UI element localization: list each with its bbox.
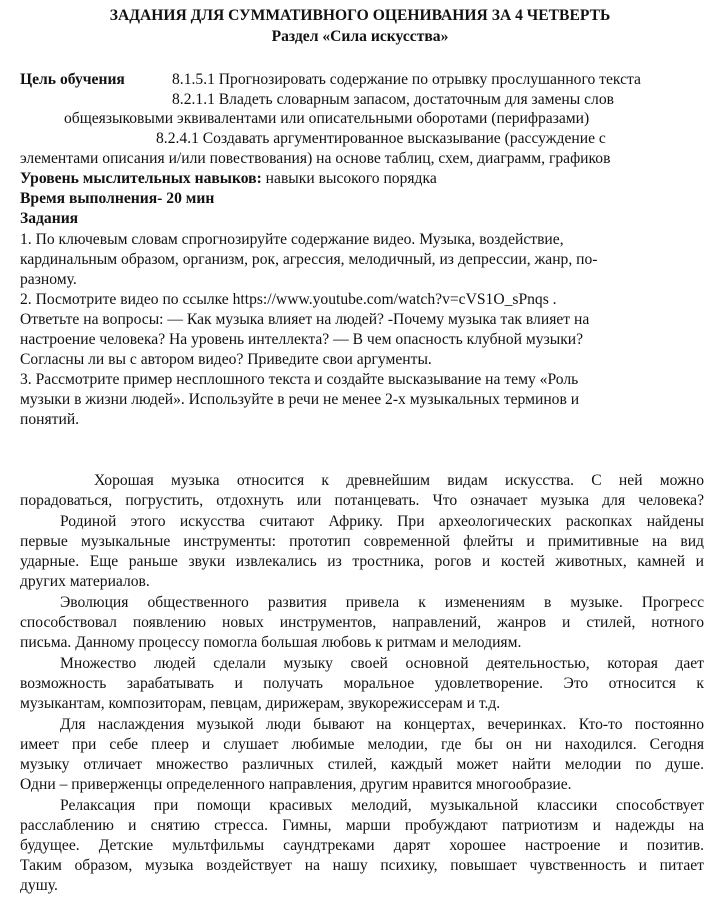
time-limit: Время выполнения- 20 мин	[20, 190, 215, 207]
task-line: 3. Рассмотрите пример несплошного текста и создайте высказывание на тему «Роль	[20, 371, 579, 388]
text-line: Хорошая музыка относится к древнейшим видам искусства. С ней можно	[94, 472, 704, 489]
task-line-link: 2. Посмотрите видео по ссылке https://www.youtube.com/watch?v=cVS1O_sPnqs .	[20, 291, 557, 308]
text-line: музыку отличает множество различных стилей, каждый может найти мелодии по душе.	[20, 756, 704, 773]
goal-2-line-2: общеязыковыми эквивалентами или описательными оборотами (перифразами)	[64, 110, 590, 127]
text-line: Одни – приверженцы определенного направления, другим нравится многообразие.	[20, 776, 572, 793]
goal-3-line-2: элементами описания и/или повествования) на основе таблиц, схем, диаграмм, графиков	[20, 150, 611, 167]
thinking-level-value: навыки высокого порядка	[261, 170, 437, 187]
thinking-level	[20, 169, 437, 190]
section-title: Раздел «Сила искусства»	[271, 28, 449, 45]
text-line: будущее. Детские мультфильмы саундтреками дарят хорошее настроение и позитив.	[20, 837, 704, 854]
goal-2-line-1: 8.2.1.1 Владеть словарным запасом, достаточным для замены слов	[172, 91, 614, 108]
text-line: Таким образом, музыка воздействует на нашу психику, повышает чувственность и питает	[20, 857, 704, 874]
text-line: Родиной этого искусства считают Африку. При археологических раскопках найдены	[60, 513, 704, 530]
task-line: Согласны ли вы с автором видео? Приведите свои аргументы.	[20, 351, 432, 368]
goals-label: Цель обучения	[20, 71, 125, 88]
task-line: понятий.	[20, 411, 80, 428]
text-line: душу.	[20, 877, 58, 894]
task-line: музыки в жизни людей». Используйте в речи не менее 2-х музыкальных терминов и	[20, 391, 580, 408]
text-line: Множество людей сделали музыку своей основной деятельностью, которая дает	[60, 655, 704, 672]
text-line: первые музыкальные инструменты: прототип современной флейты и примитивные на вид	[20, 533, 704, 550]
text-line: Эволюция общественного развития привела к изменениям в музыке. Прогресс	[60, 594, 704, 611]
text-line: порадоваться, погрустить, отдохнуть или потанцевать. Что означает музыка для человека?	[20, 492, 704, 509]
task-line: Ответьте на вопросы: — Как музыка влияет на людей? -Почему музыка так влияет на	[20, 311, 590, 328]
text-line: Релаксация при помощи красивых мелодий, музыкальной классики способствует	[60, 797, 704, 814]
text-line: других материалов.	[20, 573, 150, 590]
tasks-heading: Задания	[20, 210, 79, 227]
text-line: ударные. Еще раньше звуки извлекались из тростника, рогов и костей животных, камней и	[20, 553, 704, 570]
text-line: Для наслаждения музыкой люди бывают на концертах, вечеринках. Кто-то постоянно	[60, 716, 704, 733]
goal-1: 8.1.5.1 Прогнозировать содержание по отрывку прослушанного текста	[172, 71, 641, 88]
text-line: письма. Данному процессу помогла большая любовь к ритмам и мелодиям.	[20, 634, 522, 651]
text-line: способствовал появлению новых инструментов, направлений, жанров и стилей, нотного	[20, 614, 704, 631]
task-line: 1. По ключевым словам спрогнозируйте содержание видео. Музыка, воздействие,	[20, 231, 564, 248]
thinking-level-label: Уровень мыслительных навыков:	[20, 170, 262, 187]
goal-3-line-1: 8.2.4.1 Создавать аргументированное высказывание (рассуждение с	[156, 130, 606, 147]
text-line: возможность зарабатывать и получать моральное удовлетворение. Это относится к	[20, 675, 704, 692]
task-line: кардинальным образом, организм, рок, агрессия, мелодичный, из депрессии, жанр, по-	[20, 251, 598, 268]
document-title: ЗАДАНИЯ ДЛЯ СУММАТИВНОГО ОЦЕНИВАНИЯ ЗА 4 ЧЕТВЕРТЬ	[109, 7, 611, 24]
text-line: имеет при себе плеер и слушает любимые мелодии, где бы он ни находился. Сегодня	[20, 736, 704, 753]
text-line: музыкантам, композиторам, певцам, дирижерам, звукорежиссерам и т.д.	[20, 695, 501, 712]
task-line: разному.	[20, 271, 77, 288]
text-line: расслаблению и снятию стресса. Гимны, марши пробуждают патриотизм и надежды на	[20, 817, 704, 834]
task-line: настроение человека? На уровень интеллекта? — В чем опасность клубной музыки?	[20, 331, 584, 348]
